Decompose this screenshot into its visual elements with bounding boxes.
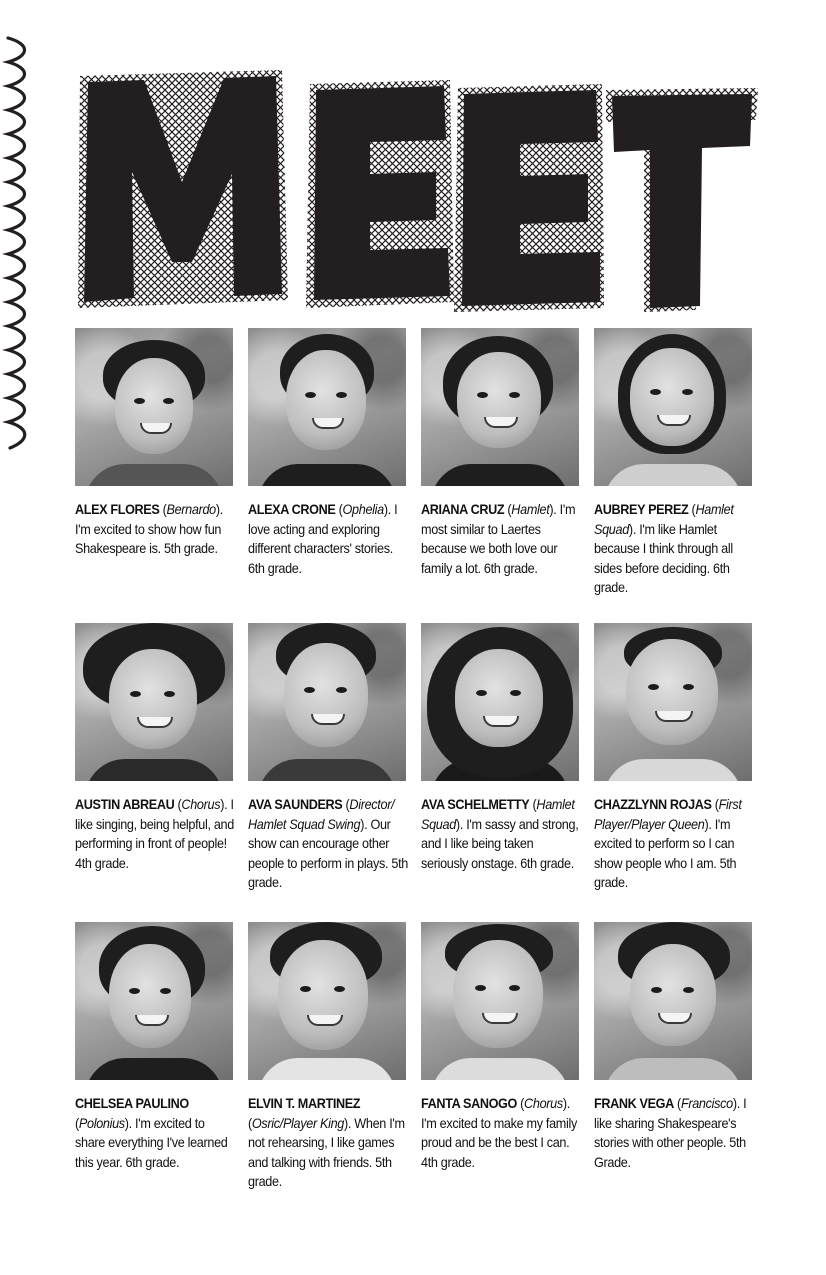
cast-photo	[594, 623, 752, 781]
cast-card	[421, 623, 579, 873]
cast-card	[421, 328, 579, 578]
cast-photo	[421, 328, 579, 486]
cast-card	[75, 328, 233, 559]
cast-photo	[594, 922, 752, 1080]
cast-card	[421, 922, 579, 1172]
cast-bio-open: (	[529, 797, 537, 812]
cast-bio-open: (	[688, 502, 696, 517]
cast-bio	[75, 1094, 235, 1172]
cast-bio	[421, 500, 581, 578]
cast-name: ALEX FLORES	[75, 502, 160, 517]
cast-photo	[75, 922, 233, 1080]
cast-name: CHAZZLYNN ROJAS	[594, 797, 712, 812]
cast-bio-text: ). I'm sassy and strong, and I like being taken seriously onstage. 6th grade.	[421, 816, 579, 871]
cast-card	[248, 922, 406, 1192]
cast-photo	[594, 328, 752, 486]
cast-role: Osric/Player King	[251, 1115, 345, 1131]
cast-bio-text: ). Our show can encourage other people to perform in plays. 5th grade.	[248, 816, 408, 891]
cast-bio-open: (	[711, 797, 719, 812]
cast-bio	[248, 500, 408, 578]
cast-card	[594, 623, 752, 893]
cast-bio-text: ). I'm excited to perform so I can show people who I am. 5th grade.	[594, 816, 737, 891]
cast-name: FRANK VEGA	[594, 1096, 674, 1111]
cast-role: Bernardo	[166, 502, 216, 517]
title-text: MEET	[74, 62, 77, 63]
cast-photo	[421, 623, 579, 781]
cast-bio-text: ). I like sharing Shakespeare's stories with other people. 5th Grade.	[594, 1096, 747, 1170]
cast-bio-open: (	[248, 1115, 252, 1131]
cast-photo	[75, 328, 233, 486]
cast-name: ELVIN T. MARTINEZ	[248, 1096, 361, 1111]
cast-bio-text: ). I'm excited to make my family proud and be the best I can. 4th grade.	[421, 1096, 577, 1170]
cast-photo	[248, 922, 406, 1080]
cast-name: AVA SCHELMETTY	[421, 797, 530, 812]
cast-bio-text: ). When I'm not rehearsing, I like games and talking with friends. 5th grade.	[248, 1115, 405, 1190]
cast-bio	[594, 795, 754, 893]
cast-bio-text: ). I'm like Hamlet because I think through all sides before deciding. 6th grade.	[594, 521, 733, 596]
cast-name: AVA SAUNDERS	[248, 797, 343, 812]
cast-bio-open: (	[159, 502, 167, 517]
cast-bio-open: (	[673, 1096, 681, 1111]
cast-photo	[421, 922, 579, 1080]
cast-bio-text: ). I'm excited to share everything I've learned this year. 6th grade.	[75, 1115, 228, 1170]
cast-card	[248, 623, 406, 893]
cast-bio	[421, 1094, 581, 1172]
cast-name: ALEXA CRONE	[248, 502, 336, 517]
cast-bio	[248, 1094, 408, 1192]
cast-bio-open: (	[516, 1096, 525, 1111]
cast-photo	[248, 328, 406, 486]
page-title	[74, 62, 764, 320]
cast-role: Hamlet Squad	[421, 797, 575, 832]
cast-name: ARIANA CRUZ	[421, 502, 505, 517]
cast-bio-open: (	[75, 1115, 79, 1131]
cast-bio-open: (	[335, 502, 343, 517]
cast-bio-open: (	[174, 797, 182, 812]
cast-photo	[75, 623, 233, 781]
cast-bio	[75, 500, 235, 559]
cast-bio	[594, 1094, 754, 1172]
cast-role: Polonius	[78, 1115, 125, 1131]
squiggle-decoration	[0, 30, 46, 460]
cast-name: AUBREY PEREZ	[594, 502, 689, 517]
cast-name: AUSTIN ABREAU	[75, 797, 175, 812]
cast-photo	[248, 623, 406, 781]
cast-role: Hamlet Squad	[594, 502, 734, 537]
cast-bio	[248, 795, 408, 893]
cast-bio-text: ). I'm most similar to Laertes because we both love our family a lot. 6th grade.	[421, 502, 576, 576]
cast-bio	[421, 795, 581, 873]
cast-bio	[594, 500, 754, 598]
cast-role: Director/ Hamlet Squad Swing	[248, 797, 395, 832]
cast-bio-open: (	[504, 502, 512, 517]
cast-name: FANTA SANOGO	[421, 1096, 517, 1111]
cast-role: Chorus	[181, 797, 221, 812]
cast-role: Chorus	[524, 1096, 563, 1111]
cast-role: Hamlet	[511, 502, 550, 517]
cast-card	[594, 922, 752, 1172]
cast-card	[75, 922, 233, 1172]
cast-role: Ophelia	[342, 502, 384, 517]
cast-role: First Player/Player Queen	[594, 797, 742, 832]
cast-card	[594, 328, 752, 598]
cast-bio-text: ). I love acting and exploring different characters' stories. 6th grade.	[248, 502, 398, 576]
cast-bio	[75, 795, 235, 873]
cast-role: Francisco	[680, 1096, 733, 1111]
cast-bio-text: ). I like singing, being helpful, and performing in front of people! 4th grade.	[75, 797, 234, 871]
cast-card	[248, 328, 406, 578]
cast-card	[75, 623, 233, 873]
cast-name: CHELSEA PAULINO	[75, 1096, 189, 1111]
cast-bio-open: (	[342, 797, 350, 812]
cast-bio-text: ). I'm excited to show how fun Shakespeare is. 5th grade.	[75, 502, 223, 557]
